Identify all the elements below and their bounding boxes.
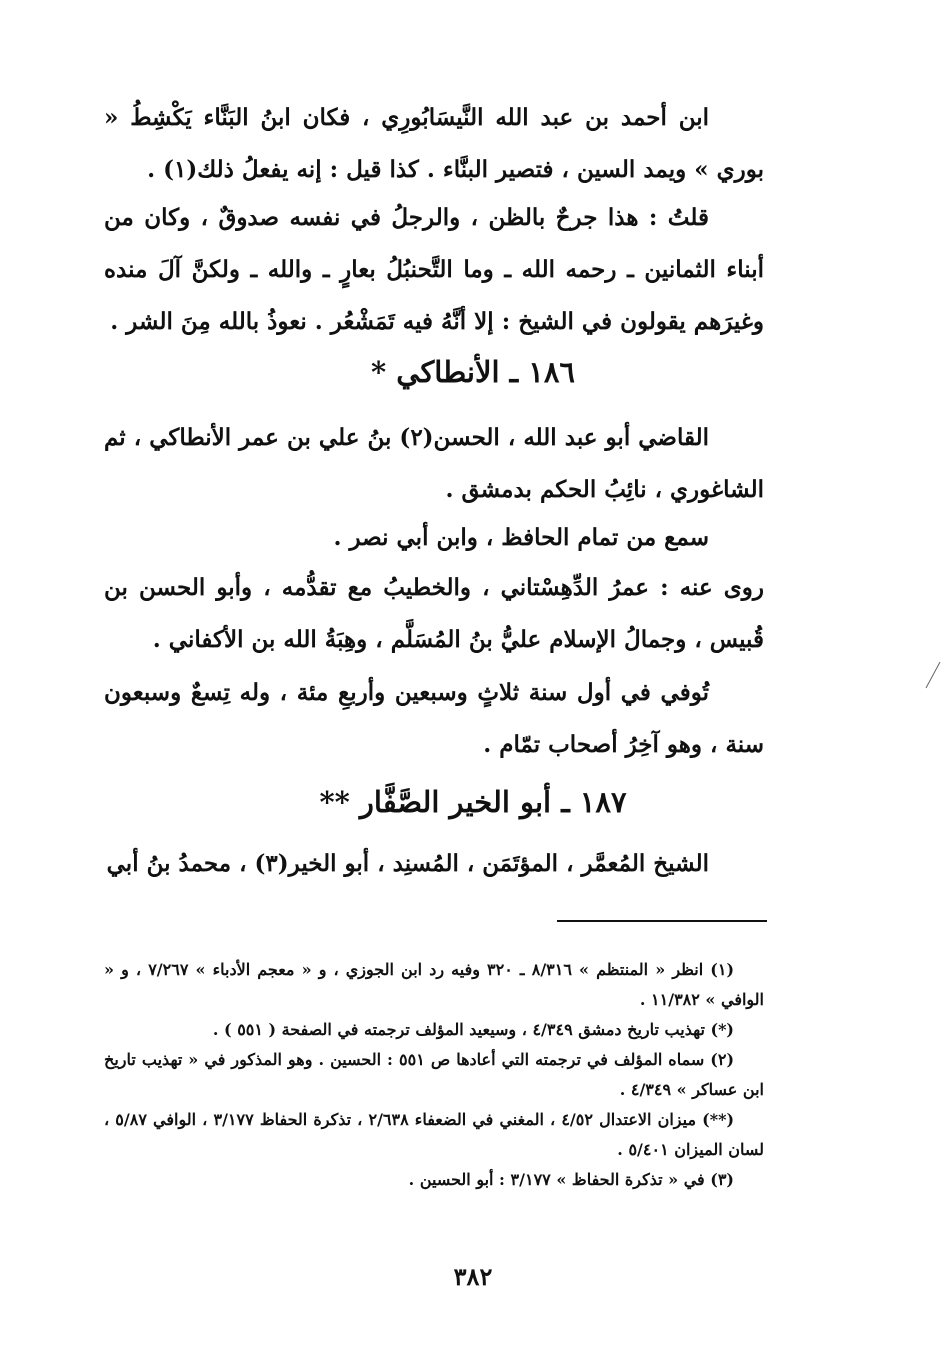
footnote-double-star: (**) ميزان الاعتدال ٤/٥٢ ، المغني في الضعفاء ٢/٦٣٨ ، تذكرة الحفاظ ٣/١٧٧ ، الوافي ٥/٨٧ ، لسان الميزان ٥/٤٠١ . bbox=[104, 1110, 764, 1159]
footnote-3: (٣) في « تذكرة الحفاظ » ٣/١٧٧ : أبو الحسين . bbox=[408, 1170, 734, 1189]
paragraph-entry-187-intro: الشيخ المُعمَّر ، المؤتَمَن ، المُسنِد ، أبو الخير(٣) ، محمدُ بنُ أبي bbox=[106, 850, 709, 877]
footnote-1: (١) انظر « المنتظم » ٨/٣١٦ ـ ٣٢٠ وفيه رد ابن الجوزي ، و « معجم الأدباء » ٧/٢٦٧ ، و « الوافي » ١١/٣٨٢ . bbox=[104, 960, 764, 1009]
paragraph-entry-186-death: تُوفي في أول سنة ثلاثٍ وسبعين وأربعِ مئة ، وله تِسعٌ وسبعون سنة ، وهو آخِرُ أصحاب تمّام . bbox=[104, 679, 764, 758]
footnotes-block bbox=[104, 955, 764, 1195]
entry-heading-186: ١٨٦ ـ الأنطاكي * bbox=[371, 355, 575, 389]
footnote-2: (٢) سماه المؤلف في ترجمته التي أعادها ص ٥٥١ : الحسين . وهو المذكور في « تهذيب تاريخ ابن عساكر » ٤/٣٤٩ . bbox=[104, 1050, 764, 1099]
paragraph-entry-186-intro: القاضي أبو عبد الله ، الحسن(٢) بنُ علي بن عمر الأنطاكي ، ثم الشاغوري ، نائِبُ الحكم بدمشق . bbox=[104, 424, 764, 503]
paragraph-entry-186-narrators: روى عنه : عمرُ الدِّهِسْتاني ، والخطيبُ مع تقدُّمه ، وأبو الحسن بن قُبيس ، وجمالُ الإسلام عليُّ بنُ المُسَلَّم ، وهِبَةُ الله بن الأكفاني . bbox=[104, 574, 764, 653]
page-number: ٣٨٢ bbox=[453, 1262, 493, 1291]
footnote-star: (*) تهذيب تاريخ دمشق ٤/٣٤٩ ، وسيعيد المؤلف ترجمته في الصفحة ( ٥٥١ ) . bbox=[212, 1020, 734, 1039]
paragraph-entry-186-heard: سمع من تمام الحافظ ، وابن أبي نصر . bbox=[333, 524, 709, 551]
footnote-separator bbox=[557, 920, 767, 922]
paragraph-commentary: قلتُ : هذا جرحٌ بالظن ، والرجلُ في نفسه صدوقٌ ، وكان من أبناء الثمانين ـ رحمه الله ـ وما التَّحنبُلُ بعارٍ ـ والله ـ ولكنَّ آلَ منده وغيرَهم يقولون في الشيخ : إلا أنَّهُ فيه تَمَشْعُر . نعوذُ بالله مِنَ الشر . bbox=[104, 204, 764, 335]
paragraph-continuation: ابن أحمد بن عبد الله النَّيسَابُورِي ، فكان ابنُ البَنَّاء يَكْشِطُ « بوري » ويمد السين ، فتصير البنَّاء . كذا قيل : إنه يفعلُ ذلك(١) . bbox=[104, 104, 764, 183]
scan-mark bbox=[922, 660, 942, 690]
entry-heading-187: ١٨٧ ـ أبو الخير الصَّفَّار ** bbox=[319, 785, 627, 819]
